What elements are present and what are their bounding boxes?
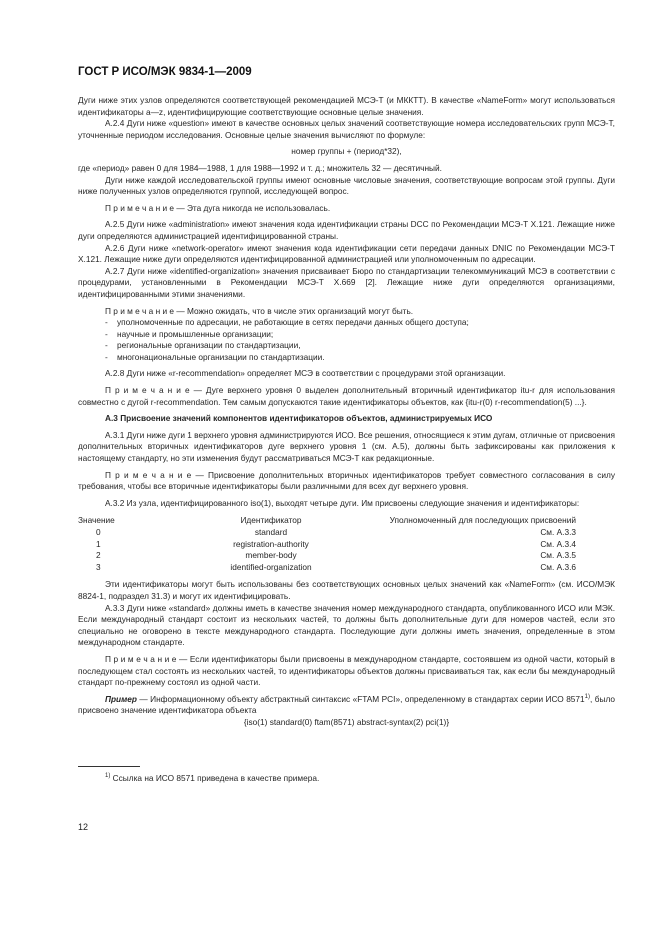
table-row (78, 527, 576, 539)
paragraph-a27: А.2.7 Дуги ниже «identified-organization» значения присваивает Бюро по стандартизации телекоммуникаций МСЭ в соответствии с процедурами, установленными в Рекомендации МСЭ-Т Х.669 [2]. Лежащие ниже дуги определяются организациями, идентифицированными этими значениями. (78, 265, 615, 299)
table-cell: См. А.3.3 (540, 527, 576, 537)
paragraph-study-group: Дуги ниже каждой исследовательской группы имеют основные числовые значения, соответствующие вопросам этой группы. Дуги ниже полученных узлов определяются группой, исследующей вопрос. (78, 174, 615, 197)
note-2 (78, 306, 615, 318)
table-header-row (78, 515, 576, 527)
table-cell: См. А.3.6 (540, 561, 576, 572)
table-header-cell: Значение (78, 515, 115, 526)
identifier-table (78, 515, 576, 573)
footnote-text: Ссылка на ИСО 8571 приведена в качестве примера. (112, 773, 320, 783)
note-1 (78, 203, 615, 215)
page-number: 12 (78, 822, 89, 832)
list-item: - уполномоченные по адресации, не работающие в сетях передачи данных общего доступа; (105, 317, 469, 328)
table-cell: 3 (96, 561, 101, 572)
example-label: Пример (105, 693, 137, 704)
note-label: П р и м е ч а н и е (105, 469, 192, 480)
note-4 (78, 470, 615, 493)
table-row (78, 562, 576, 574)
paragraph-a25: А.2.5 Дуги ниже «administration» имеют значения кода идентификации страны DCC по Рекомендации МСЭ-Т Х.121. Лежащие ниже дуги определяются администрацией идентифицированной страны. (78, 219, 615, 241)
page-header: ГОСТ Р ИСО/МЭК 9834-1—2009 (78, 66, 252, 78)
note-text: — Если идентификаторы были присвоены в международном стандарте, состоявшем из одной части, который в последующем стал состоять из нескольких частей, то идентификаторы объектов должны присваиваться так, как если бы международный стандарт по-прежнему состоял из одной части. (78, 653, 616, 688)
table-cell: См. А.3.4 (540, 538, 576, 549)
paragraph-arcs-itu: Дуги ниже этих узлов определяются соответствующей рекомендацией МСЭ-Т (и МККТТ). В качестве «NameForm» могут использоваться идентификаторы a—z, идентифицирующие соответствующие основные целые значения. (78, 95, 615, 117)
list-item: - многонациональные организации по стандартизации. (105, 351, 325, 362)
table-cell: identified-organization (230, 561, 312, 572)
footnote-ref[interactable]: 1) (584, 693, 590, 700)
list-item: - научные и промышленные организации; (105, 328, 274, 339)
paragraph-a32: А.3.2 Из узла, идентифицированного iso(1), выходят четыре дуги. Им присвоены следующие значения и идентификаторы: (105, 497, 580, 508)
note-label: П р и м е ч а н и е (105, 305, 175, 316)
note-text: — Можно ожидать, что в числе этих организаций могут быть. (174, 305, 414, 316)
note-text: — Присвоение дополнительных вторичных идентификаторов требует совместного согласования в силу требования, чтобы все вторичные идентификаторы были различными для всех дуг верхнего уровня. (78, 469, 615, 492)
footnote (105, 773, 605, 784)
note-3 (78, 385, 615, 408)
paragraph-a24: А.2.4 Дуги ниже «question» имеют в качестве основных целых значений соответствующие номера исследовательских групп МСЭ-Т, уточненные периодом исследования. Основные целые значения вычисляют по формуле: (78, 118, 615, 140)
formula-group-number: номер группы + (период*32), (291, 146, 402, 157)
paragraph-a31: А.3.1 Дуги ниже дуги 1 верхнего уровня администрируются ИСО. Все решения, относящиеся к этим дугам, отличные от присвоения дополнительных вторичных идентификаторов дуге верхнего уровня 1 (см. А.5), должны быть зафиксированы как приложения к настоящему стандарту, но эти изменения будут рассматриваться МСЭ-Т как редакционные. (78, 429, 615, 464)
note-label: П р и м е ч а н и е (105, 653, 177, 664)
footnote-marker: 1) (105, 773, 111, 780)
paragraph-period: где «период» равен 0 для 1984—1988, 1 для 1988—1992 и т. д.; множитель 32 — десятичный. (78, 162, 442, 173)
table-cell: 1 (96, 538, 101, 549)
table-cell: standard (254, 527, 288, 537)
section-heading-a3: А.3 Присвоение значений компонентов идентификаторов объектов, администрируемых ИСО (105, 413, 493, 424)
table-cell: 0 (96, 527, 101, 537)
document-body (78, 95, 615, 729)
table-header-cell: Идентификатор (240, 515, 302, 526)
paragraph-nameform: Эти идентификаторы могут быть использованы без соответствующих основных целых значений как «NameForm» (см. ИСО/МЭК 8824-1, подраздел 31.3) и могут их идентифицировать. (78, 579, 615, 601)
footnote-separator (78, 766, 140, 767)
paragraph-a28: А.2.8 Дуги ниже «r-recommendation» определяет МСЭ в соответствии с процедурами этой организации. (105, 368, 506, 379)
example-tail: , было присвоено значение идентификатора объекта (78, 693, 616, 716)
table-cell: 2 (96, 550, 101, 561)
example-text: — Информационному объекту абстрактный синтаксис «FTAM PCI», определенному в стандартах серии ИСО 8571 (136, 693, 585, 704)
table-cell: См. А.3.5 (540, 550, 576, 561)
table-row (78, 550, 576, 562)
note-label: П р и м е ч а н и е (105, 202, 175, 213)
table-cell: member-body (245, 550, 297, 561)
note-text: — Дуге верхнего уровня 0 выделен дополнительный вторичный идентификатор itu-r для использования совместно с дугой r-recommendation. Тем самым допускаются такие идентификаторы объектов, как {itu-r(0) r-recommendation(5) ...}. (78, 385, 616, 407)
table-row (78, 539, 576, 551)
paragraph-a26: А.2.6 Дуги ниже «network-operator» имеют значения кода идентификации сети передачи данных DNIC по Рекомендации МСЭ-Т Х.121. Лежащие ниже дуги определяются идентифицированной администрацией или уполномоченным по адресации. (78, 242, 615, 265)
table-cell: registration-authority (233, 538, 309, 549)
example (78, 694, 615, 717)
note-label: П р и м е ч а н и е (105, 385, 190, 396)
formula-object-identifier: {iso(1) standard(0) ftam(8571) abstract-syntax(2) pci(1)} (243, 716, 450, 727)
paragraph-a33: А.3.3 Дуги ниже «standard» должны иметь в качестве значения номер международного стандарта, опубликованного ИСО или МЭК. Если международный стандарт состоит из нескольких частей, то должны быть дополнительные дуги для номеров частей, если это специально не оговорено в тексте международного стандарта. Последующие дуги должны иметь значения, определенные в этом международном стандарте. (78, 602, 615, 648)
list-item: - региональные организации по стандартизации, (105, 340, 301, 351)
note-text: — Эта дуга никогда не использовалась. (174, 202, 331, 213)
note-5 (78, 654, 615, 689)
table-header-cell: Уполномоченный для последующих присвоений (389, 515, 576, 526)
